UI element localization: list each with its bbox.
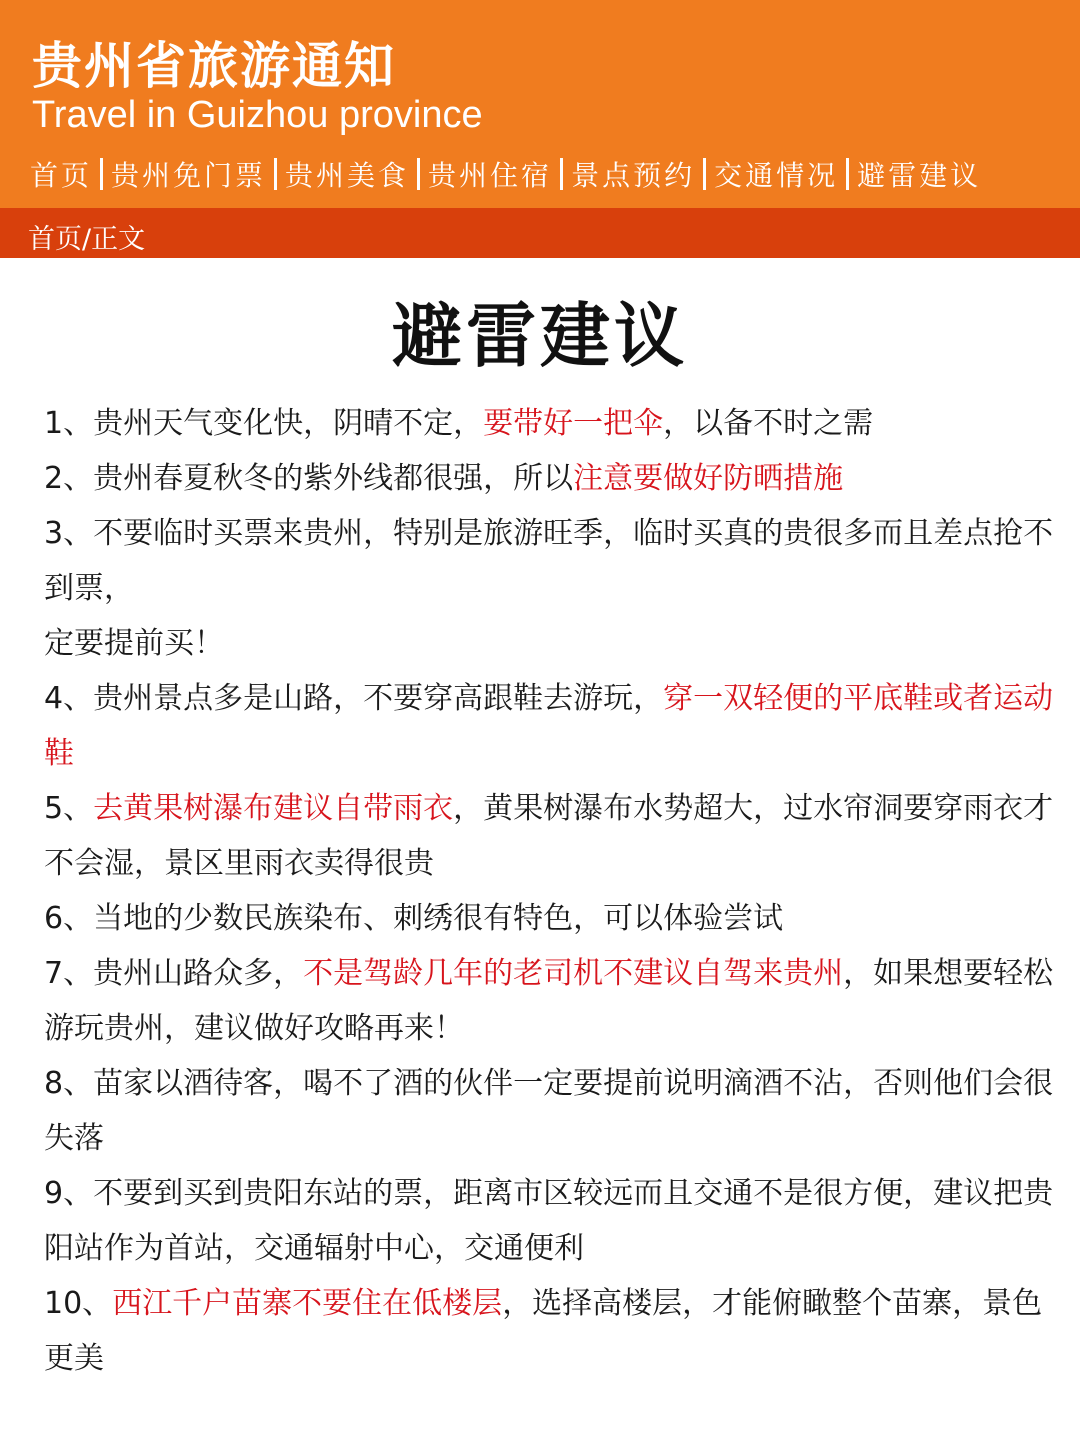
tip-text: 8、苗家以酒待客，喝不了酒的伙伴一定要提前说明滴酒不沾，否则他们会很失落 xyxy=(44,1066,1054,1156)
nav-separator xyxy=(417,158,420,190)
tip-item xyxy=(44,946,1054,1056)
tip-text: 9、不要到买到贵阳东站的票，距离市区较远而且交通不是很方便，建议把贵阳站作为首站，交通辐射中心，交通便利 xyxy=(44,1176,1054,1266)
tips-list xyxy=(44,396,1054,1386)
nav-item-food[interactable]: 贵州美食 xyxy=(285,159,410,192)
tip-item xyxy=(44,1166,1054,1276)
tip-item xyxy=(44,781,1054,891)
tip-text: 6、当地的少数民族染布、刺绣很有特色，可以体验尝试 xyxy=(44,901,784,936)
tip-item xyxy=(44,451,1054,506)
tip-highlight: 去黄果树瀑布建议自带雨衣 xyxy=(93,791,454,826)
tip-highlight: 注意要做好防晒措施 xyxy=(573,461,844,496)
tip-text: ，以备不时之需 xyxy=(663,406,874,441)
nav-separator xyxy=(703,158,706,190)
nav-separator xyxy=(100,158,103,190)
tip-text: 3、不要临时买票来贵州，特别是旅游旺季，临时买真的贵很多而且差点抢不到票， xyxy=(44,516,1054,606)
tip-highlight: 不是驾龄几年的老司机不建议自驾来贵州 xyxy=(303,956,844,991)
nav-item-traffic[interactable]: 交通情况 xyxy=(714,159,839,192)
tip-text: ，选择高楼层，才能俯瞰整个苗寨，景色更美 xyxy=(44,1286,1043,1376)
site-header xyxy=(0,0,1080,208)
nav-separator xyxy=(274,158,277,190)
tip-text: 1、贵州天气变化快，阴晴不定， xyxy=(44,406,484,441)
tip-item xyxy=(44,506,1054,616)
tip-highlight: 穿一双轻便的平底鞋或者运动鞋 xyxy=(44,681,1054,771)
nav-item-lodging[interactable]: 贵州住宿 xyxy=(428,159,553,192)
tip-text: ，如果想要轻松游玩贵州，建议做好攻略再来！ xyxy=(44,956,1054,1046)
tip-item xyxy=(44,616,1054,671)
nav-item-tips[interactable]: 避雷建议 xyxy=(857,159,982,192)
tip-text: 定要提前买！ xyxy=(44,626,224,661)
page-title: 避雷建议 xyxy=(392,295,688,377)
breadcrumb[interactable]: 首页/正文 xyxy=(28,224,146,255)
tip-highlight: 西江千户苗寨不要住在低楼层 xyxy=(112,1286,503,1321)
tip-text: 5、 xyxy=(44,791,94,826)
tip-item xyxy=(44,891,1054,946)
tip-item xyxy=(44,1056,1054,1166)
tip-text: 2、贵州春夏秋冬的紫外线都很强，所以 xyxy=(44,461,574,496)
breadcrumb-bar xyxy=(0,208,1080,258)
site-subtitle: Travel in Guizhou province xyxy=(32,94,483,136)
main-nav xyxy=(30,152,981,196)
tip-text: 7、贵州山路众多， xyxy=(44,956,304,991)
tip-item xyxy=(44,671,1054,781)
nav-separator xyxy=(560,158,563,190)
nav-separator xyxy=(846,158,849,190)
tip-highlight: 要带好一把伞 xyxy=(483,406,664,441)
tip-text: 4、贵州景点多是山路，不要穿高跟鞋去游玩， xyxy=(44,681,664,716)
tip-item xyxy=(44,1276,1054,1386)
tip-text: 10、 xyxy=(44,1286,113,1321)
tip-text: ，黄果树瀑布水势超大，过水帘洞要穿雨衣才不会湿，景区里雨衣卖得很贵 xyxy=(44,791,1054,881)
nav-item-home[interactable]: 首页 xyxy=(30,159,93,192)
tip-item xyxy=(44,396,1054,451)
site-title: 贵州省旅游通知 xyxy=(32,37,396,95)
nav-item-free-tickets[interactable]: 贵州免门票 xyxy=(111,159,267,192)
nav-item-booking[interactable]: 景点预约 xyxy=(571,159,696,192)
